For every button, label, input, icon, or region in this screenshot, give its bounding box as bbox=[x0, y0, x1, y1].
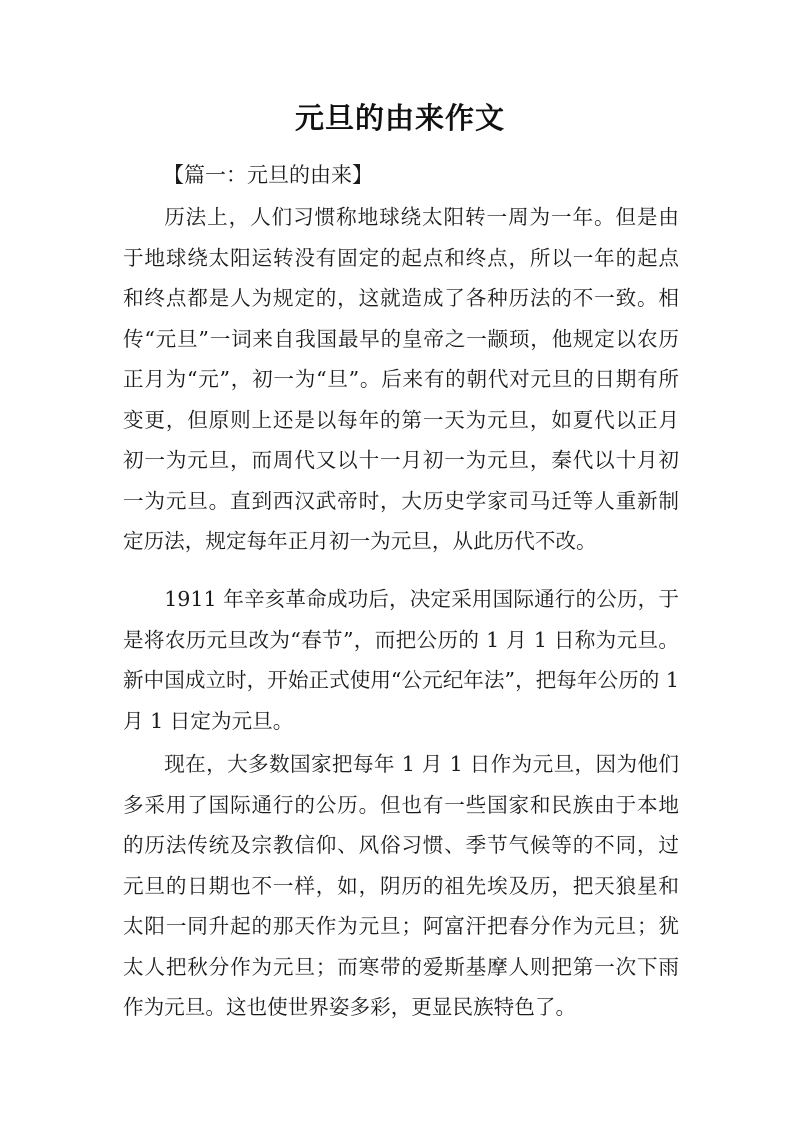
paragraph-block-2 bbox=[123, 579, 679, 741]
paragraph-1: 历法上，人们习惯称地球绕太阳转一周为一年。但是由于地球绕太阳运转没有固定的起点和终点，所以一年的起点和终点都是人为规定的，这就造成了各种历法的不一致。相传“元旦”一词来自我国最早的皇帝之一颛顼，他规定以农历正月为“元”，初一为“旦”。后来有的朝代对元旦的日期有所变更，但原则上还是以每年的第一天为元旦，如夏代以正月初一为元旦，而周代又以十一月初一为元旦，秦代以十月初一为元旦。直到西汉武帝时，大历史学家司马迁等人重新制定历法，规定每年正月初一为元旦，从此历代不改。 bbox=[123, 205, 679, 553]
section-heading: 【篇一：元旦的由来】 bbox=[163, 163, 373, 187]
paragraph-3: 现在，大多数国家把每年 1 月 1 日作为元旦，因为他们多采用了国际通行的公历。但也有一些国家和民族由于本地的历法传统及宗教信仰、风俗习惯、季节气候等的不同，过元旦的日期也不一样，如，阴历的祖先埃及历，把天狼星和太阳一同升起的那天作为元旦；阿富汗把春分作为元旦；犹太人把秋分作为元旦；而寒带的爱斯基摩人则把第一次下雨作为元旦。这也使世界姿多彩，更显民族特色了。 bbox=[123, 752, 679, 1019]
document-title: 元旦的由来作文 bbox=[294, 101, 505, 135]
paragraph-2: 1911 年辛亥革命成功后，决定采用国际通行的公历，于是将农历元旦改为“春节”，而把公历的 1 月 1 日称为元旦。新中国成立时，开始正式使用“公元纪年法”，把每年公历的 1 月 1 日定为元旦。 bbox=[123, 587, 679, 733]
paragraph-block-3 bbox=[123, 744, 679, 1028]
paragraph-block-1 bbox=[123, 197, 679, 562]
